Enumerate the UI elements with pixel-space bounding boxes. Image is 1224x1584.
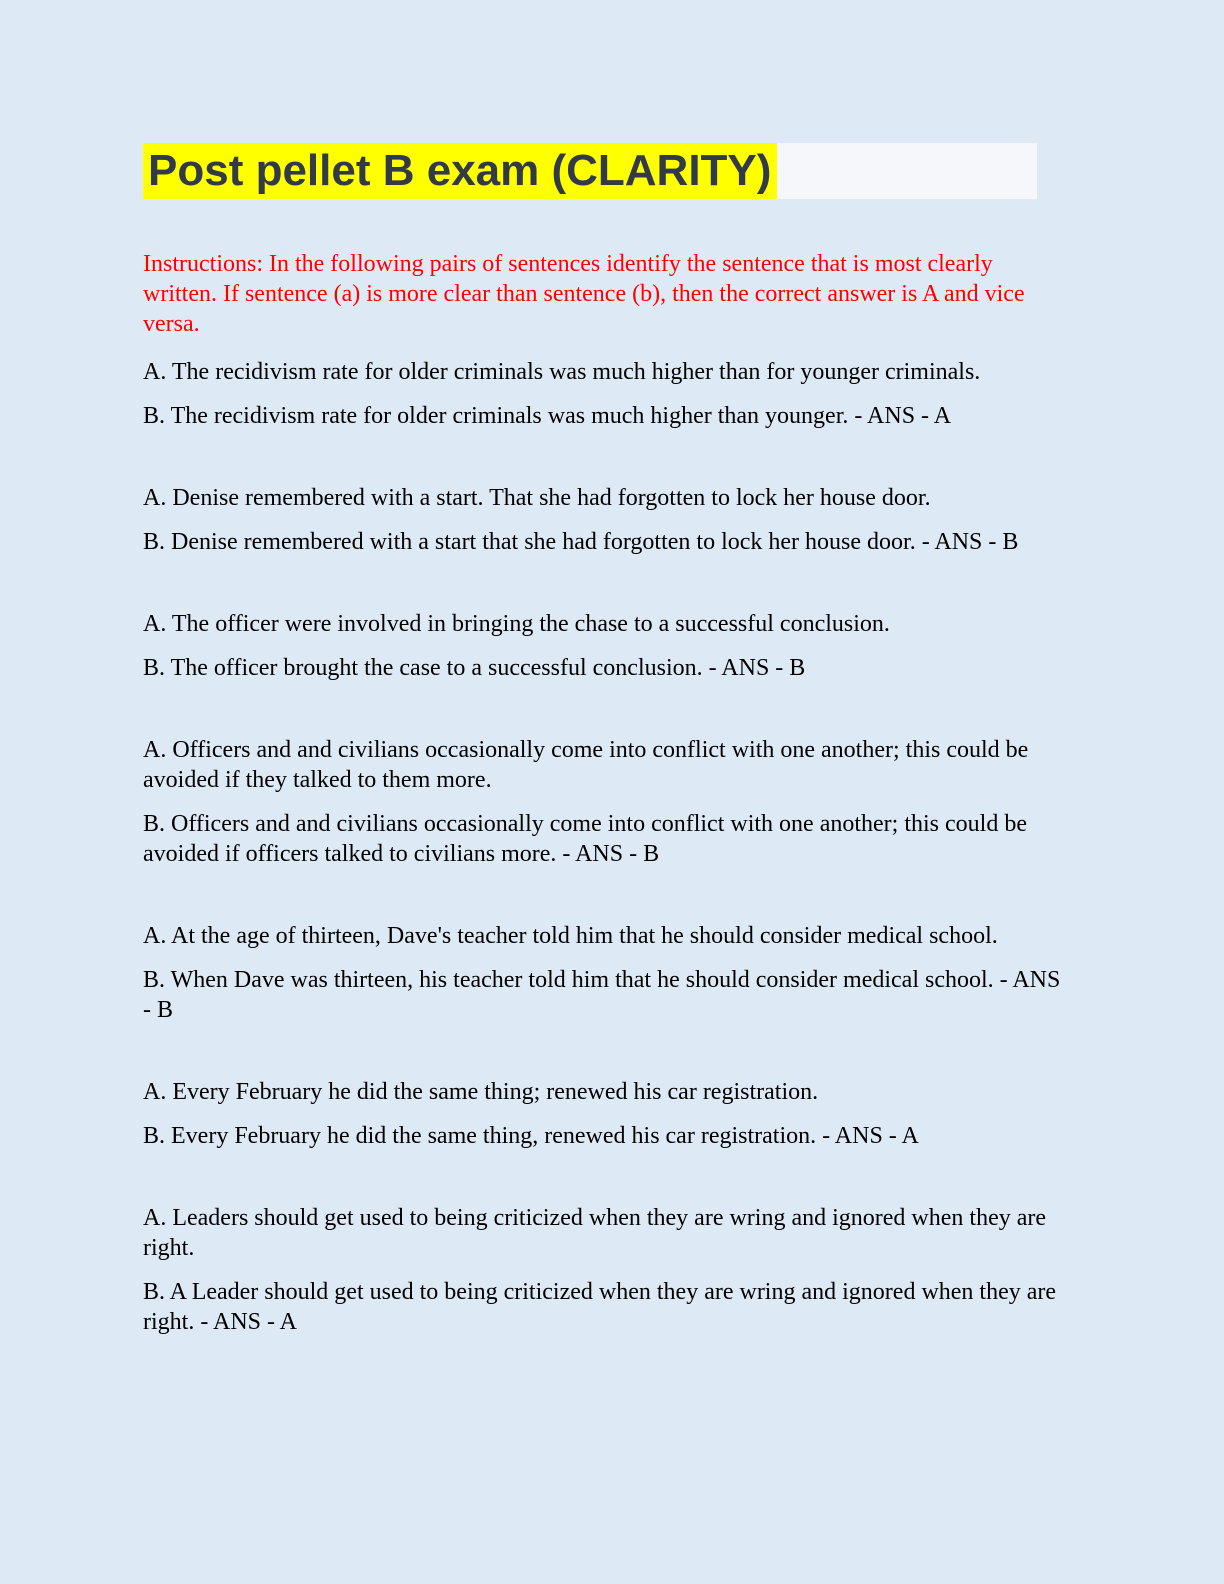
sentence-a: A. Every February he did the same thing; renewed his car registration. — [143, 1079, 819, 1105]
instructions-text: Instructions: In the following pairs of sentences identify the sentence that is most clearly written. If sentence (a) is more clear than sentence (b), then the correct answer is A and vice versa. — [143, 251, 1025, 337]
question-pair-6 — [143, 1077, 1066, 1151]
page-title-text: Post pellet B exam (CLARITY) — [143, 143, 777, 199]
question-pair-2 — [143, 483, 1066, 557]
sentence-b: B. The recidivism rate for older criminals was much higher than younger. - ANS - A — [143, 403, 952, 429]
question-pair-7 — [143, 1203, 1066, 1337]
sentence-a: A. Leaders should get used to being criticized when they are wring and ignored when they are right. — [143, 1205, 1047, 1261]
question-pair-3 — [143, 609, 1066, 683]
title-filler-box — [777, 143, 1037, 199]
sentence-a: A. Denise remembered with a start. That she had forgotten to lock her house door. — [143, 485, 931, 511]
sentence-a: A. The recidivism rate for older criminals was much higher than for younger criminals. — [143, 359, 981, 385]
question-pair-4 — [143, 735, 1066, 869]
question-pair-1 — [143, 357, 1066, 431]
sentence-b: B. Officers and and civilians occasionally come into conflict with one another; this could be avoided if officers talked to civilians more. - ANS - B — [143, 811, 1027, 867]
page-title — [143, 143, 1066, 199]
sentence-b: B. The officer brought the case to a successful conclusion. - ANS - B — [143, 655, 806, 681]
sentence-b: B. Every February he did the same thing, renewed his car registration. - ANS - A — [143, 1123, 919, 1149]
sentence-a: A. Officers and and civilians occasionally come into conflict with one another; this could be avoided if they talked to them more. — [143, 737, 1029, 793]
question-pair-5 — [143, 921, 1066, 1025]
sentence-b: B. When Dave was thirteen, his teacher told him that he should consider medical school. - ANS - B — [143, 967, 1061, 1023]
sentence-a: A. The officer were involved in bringing the chase to a successful conclusion. — [143, 611, 890, 637]
sentence-b: B. Denise remembered with a start that she had forgotten to lock her house door. - ANS - B — [143, 529, 1019, 555]
sentence-a: A. At the age of thirteen, Dave's teacher told him that he should consider medical school. — [143, 923, 998, 949]
sentence-b: B. A Leader should get used to being criticized when they are wring and ignored when they are right. - ANS - A — [143, 1279, 1057, 1335]
